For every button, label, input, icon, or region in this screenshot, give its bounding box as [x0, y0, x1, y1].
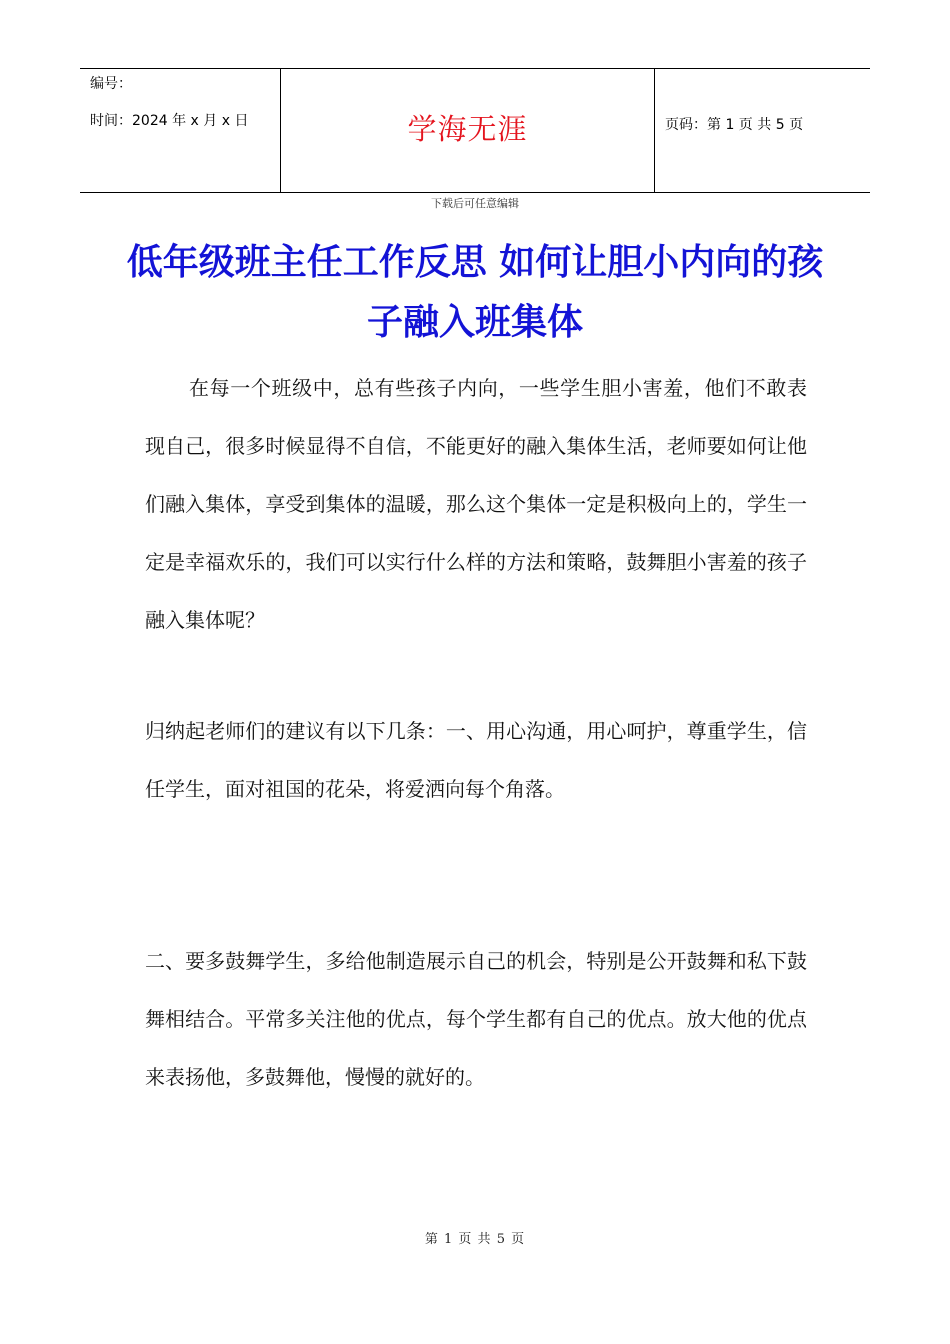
paragraph-suggestion-2: 二、要多鼓舞学生，多给他制造展示自己的机会，特别是公开鼓舞和私下鼓舞相结合。平常多关注他的优点，每个学生都有自己的优点。放大他的优点来表扬他，多鼓舞他，慢慢的就好的。	[145, 949, 807, 1089]
header-left-cell	[80, 69, 281, 192]
page-number-label: 页码：第 1 页 共 5 页	[665, 117, 804, 133]
header-middle-cell	[281, 69, 655, 192]
paragraph-intro: 在每一个班级中，总有些孩子内向，一些学生胆小害羞，他们不敢表现自己，很多时候显得不自信，不能更好的融入集体生活，老师要如何让他们融入集体，享受到集体的温暖，那么这个集体一定是积极向上的，学生一定是幸福欢乐的，我们可以实行什么样的方法和策略，鼓舞胆小害羞的孩子融入集体呢？	[145, 376, 807, 632]
brand-title: 学海无涯	[407, 112, 528, 146]
document-number-label: 编号：	[90, 76, 132, 92]
header-table	[80, 68, 870, 193]
header-right-cell	[655, 69, 870, 192]
page-footer: 第 1 页 共 5 页	[424, 1232, 526, 1247]
document-title: 低年级班主任工作反思 如何让胆小内向的孩子融入班集体	[126, 241, 824, 343]
document-time-label: 时间：2024 年 x 月 x 日	[90, 113, 249, 129]
paragraph-suggestion-1: 归纳起老师们的建议有以下几条：一、用心沟通，用心呵护，尊重学生，信任学生，面对祖国的花朵，将爱洒向每个角落。	[145, 719, 807, 801]
download-note: 下载后可任意编辑	[431, 197, 519, 210]
